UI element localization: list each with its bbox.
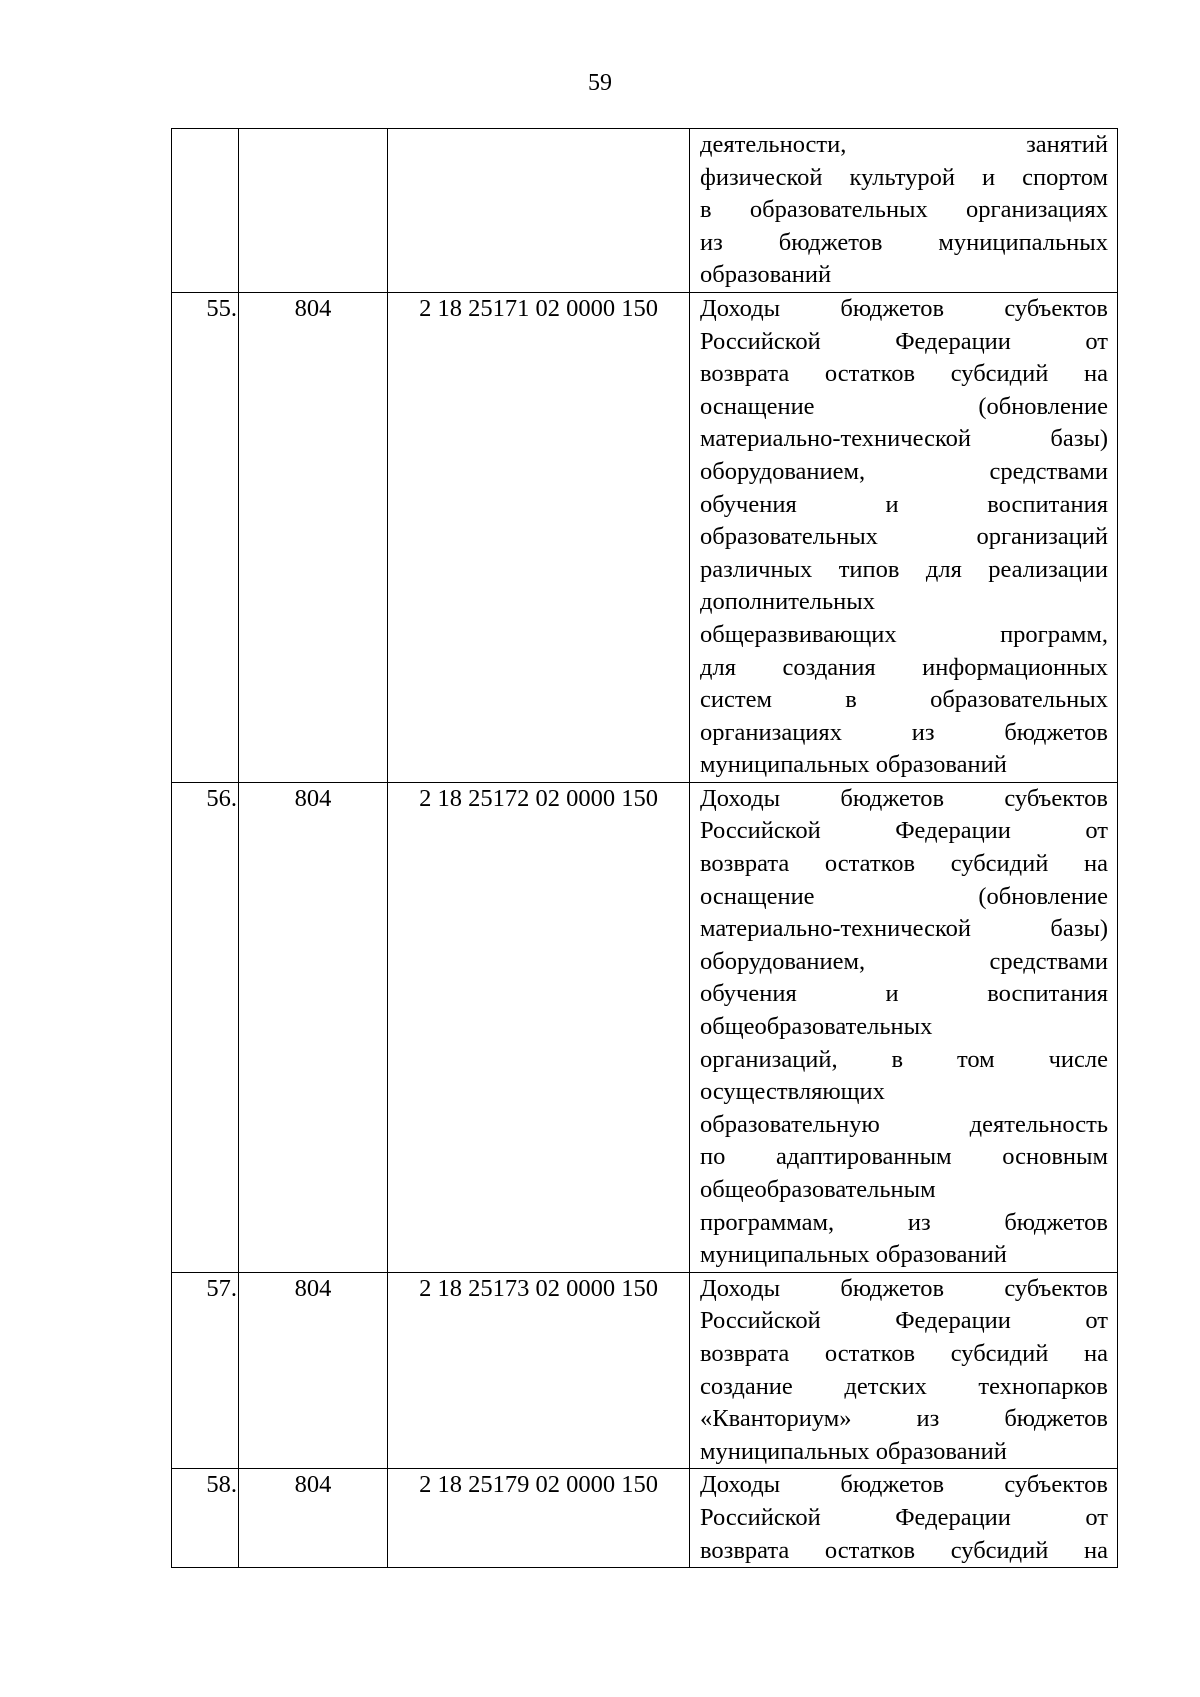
description-line: образований — [700, 261, 832, 289]
description-line: Российской Федерации от — [700, 1503, 1108, 1531]
description-line: образовательных организаций — [700, 523, 1108, 551]
description-line: общеобразовательных — [700, 1013, 933, 1041]
description-line: Российской Федерации от — [700, 1307, 1108, 1335]
revenue-description-cell — [690, 129, 1118, 293]
description-line: Российской Федерации от — [700, 817, 1108, 845]
description-line: «Кванториум» из бюджетов — [700, 1405, 1108, 1433]
description-line: дополнительных — [700, 588, 876, 616]
description-line: муниципальных образований — [700, 1437, 1007, 1465]
description-line: осуществляющих — [700, 1078, 885, 1106]
row-number-cell: 57. — [172, 1272, 239, 1469]
revenue-description-cell — [690, 1469, 1118, 1568]
description-line: возврата остатков субсидий на — [700, 1339, 1108, 1367]
row-number-cell — [172, 129, 239, 293]
administrator-code-cell: 804 — [239, 1469, 388, 1568]
description-line: организациях из бюджетов — [700, 718, 1108, 746]
administrator-code-cell: 804 — [239, 782, 388, 1272]
page-number: 59 — [588, 70, 612, 96]
description-line: оснащение (обновление — [700, 882, 1108, 910]
description-line: из бюджетов муниципальных — [700, 228, 1108, 256]
description-line: Доходы бюджетов субъектов — [700, 294, 1108, 322]
description-line: муниципальных образований — [700, 1241, 1007, 1269]
description-line: общеобразовательным — [700, 1176, 936, 1203]
description-line: обучения и воспитания — [700, 490, 1108, 518]
description-line: возврата остатков субсидий на — [700, 850, 1108, 878]
description-line: образовательную деятельность — [700, 1110, 1108, 1138]
description-line: организаций, в том числе — [700, 1045, 1108, 1073]
description-line: материально-технической базы) — [700, 425, 1108, 453]
revenue-code-cell: 2 18 25179 02 0000 150 — [388, 1469, 690, 1568]
description-line: в образовательных организациях — [700, 196, 1108, 224]
table-row — [172, 782, 1118, 1272]
description-line: Доходы бюджетов субъектов — [700, 784, 1108, 812]
description-line: оснащение (обновление — [700, 392, 1108, 420]
table-row — [172, 129, 1118, 293]
revenue-description-cell — [690, 782, 1118, 1272]
description-line: различных типов для реализации — [700, 555, 1108, 583]
description-line: муниципальных образований — [700, 751, 1007, 779]
revenue-code-cell: 2 18 25172 02 0000 150 — [388, 782, 690, 1272]
table-row — [172, 292, 1118, 782]
description-line: для создания информационных — [700, 653, 1108, 681]
table-row — [172, 1272, 1118, 1469]
table-body — [172, 129, 1118, 1568]
description-line: оборудованием, средствами — [700, 457, 1108, 485]
description-line: по адаптированным основным — [700, 1143, 1108, 1171]
description-line: Доходы бюджетов субъектов — [700, 1274, 1108, 1302]
revenue-code-cell: 2 18 25173 02 0000 150 — [388, 1272, 690, 1469]
description-line: программам, из бюджетов — [700, 1208, 1108, 1236]
description-line: общеразвивающих программ, — [700, 620, 1108, 648]
description-line: Российской Федерации от — [700, 327, 1108, 355]
row-number-cell: 56. — [172, 782, 239, 1272]
revenue-code-cell — [388, 129, 690, 293]
description-line: физической культурой и спортом — [700, 163, 1108, 191]
description-line: оборудованием, средствами — [700, 947, 1108, 975]
description-line: материально-технической базы) — [700, 915, 1108, 943]
description-line: обучения и воспитания — [700, 980, 1108, 1008]
table-row — [172, 1469, 1118, 1568]
description-line: возврата остатков субсидий на — [700, 1536, 1108, 1564]
description-line: деятельности, занятий — [700, 131, 1108, 158]
row-number-cell: 58. — [172, 1469, 239, 1568]
revenue-description-cell — [690, 1272, 1118, 1469]
description-line: создание детских технопарков — [700, 1372, 1108, 1400]
revenue-code-cell: 2 18 25171 02 0000 150 — [388, 292, 690, 782]
revenue-codes-table — [171, 128, 1118, 1568]
administrator-code-cell: 804 — [239, 292, 388, 782]
description-line: возврата остатков субсидий на — [700, 360, 1108, 388]
description-line: систем в образовательных — [700, 686, 1108, 714]
administrator-code-cell: 804 — [239, 1272, 388, 1469]
administrator-code-cell — [239, 129, 388, 293]
revenue-description-cell — [690, 292, 1118, 782]
row-number-cell: 55. — [172, 292, 239, 782]
description-line: Доходы бюджетов субъектов — [700, 1471, 1108, 1499]
